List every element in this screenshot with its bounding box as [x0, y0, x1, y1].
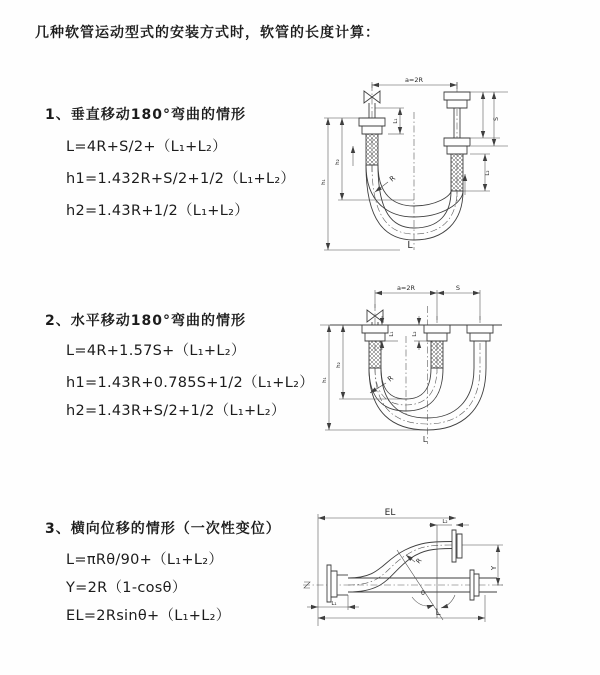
- radius-label: R: [388, 174, 398, 184]
- right-pipe-assembly: [444, 92, 470, 191]
- dim-a2r: [372, 76, 457, 92]
- dim-label-h1: h₁: [321, 179, 327, 185]
- centerlines: [372, 82, 457, 250]
- flange: [467, 325, 493, 333]
- section2-formula-L: L=4R+1.57S+（L₁+L₂）: [66, 343, 246, 359]
- dim-a2r-s: [375, 284, 480, 320]
- diagram-horizontal-180-bend: [306, 276, 596, 461]
- dim-label-h2: h₂: [335, 159, 341, 165]
- dim-label-h1: h₁: [322, 377, 328, 383]
- dim-y: [462, 545, 503, 585]
- diagram-lateral-displacement: [293, 498, 598, 673]
- hose-u-arcs: [366, 165, 463, 240]
- section2-formula-h2: h2=1.43R+S/2+1/2（L₁+L₂）: [66, 403, 286, 419]
- dim-label-l2: L₂: [442, 519, 448, 525]
- displaced-hose: [348, 530, 462, 592]
- dim-label-l2: L₂: [485, 170, 491, 176]
- length-label: L: [407, 240, 413, 251]
- section2-formula-h1: h1=1.43R+0.785S+1/2（L₁+L₂）: [66, 375, 315, 391]
- flange: [359, 118, 385, 126]
- dim-l2: [429, 519, 469, 525]
- section3-formula-L: L=πRθ/90+（L₁+L₂）: [66, 552, 224, 568]
- flange: [424, 325, 450, 333]
- flange: [444, 92, 470, 100]
- flange: [452, 530, 456, 562]
- page-title: 几种软管运动型式的安装方式时，软管的长度计算：: [35, 25, 380, 41]
- middle-pipe-assembly: [424, 325, 450, 368]
- dim-l: [318, 595, 485, 622]
- flange: [327, 565, 331, 602]
- braided-hose: [431, 341, 443, 368]
- dim-label-y: Y: [490, 565, 498, 571]
- flange: [362, 325, 388, 333]
- dim-label-s: S: [455, 284, 461, 292]
- dim-label-s: S: [493, 117, 500, 121]
- section3-formula-Y: Y=2R（1-cosθ）: [66, 580, 187, 596]
- braided-hose: [451, 154, 463, 191]
- section1-formula-L: L=4R+S/2+（L₁+L₂）: [66, 139, 227, 155]
- radius-label: R: [414, 556, 424, 566]
- dim-label-l1: L₁: [393, 118, 399, 124]
- flange: [470, 570, 474, 600]
- braided-hose: [366, 134, 378, 165]
- angle-label: θ: [421, 589, 425, 597]
- diagram-vertical-180-bend: [312, 70, 592, 270]
- dim-label-l1: L₁: [331, 601, 337, 607]
- flange: [444, 138, 470, 146]
- dim-label-l: L: [435, 608, 441, 618]
- section2-heading: 2、水平移动180°弯曲的情形: [45, 313, 246, 329]
- dim-label-a2r: a=2R: [396, 284, 416, 292]
- section3-heading: 3、横向位移的情形（一次性变位）: [45, 521, 281, 537]
- braided-hose: [369, 341, 381, 368]
- radius-label: R: [386, 374, 396, 384]
- dim-label-h2: h₂: [336, 362, 342, 368]
- angle-construction: [397, 525, 455, 620]
- dim-label-l1: L₁: [389, 331, 395, 337]
- section1-formula-h2: h2=1.43R+1/2（L₁+L₂）: [66, 203, 250, 219]
- section3-formula-EL: EL=2Rsinθ+（L₁+L₂）: [66, 608, 231, 624]
- length-label: L: [422, 435, 428, 444]
- dim-label-l2: L₂: [412, 331, 418, 337]
- section1-formula-h1: h1=1.432R+S/2+1/2（L₁+L₂）: [66, 171, 296, 187]
- section1-heading: 1、垂直移动180°弯曲的情形: [45, 107, 246, 123]
- dim-label-a2r: a=2R: [404, 76, 424, 84]
- left-flange-assembly: [327, 565, 348, 602]
- dim-label-el: EL: [384, 508, 396, 518]
